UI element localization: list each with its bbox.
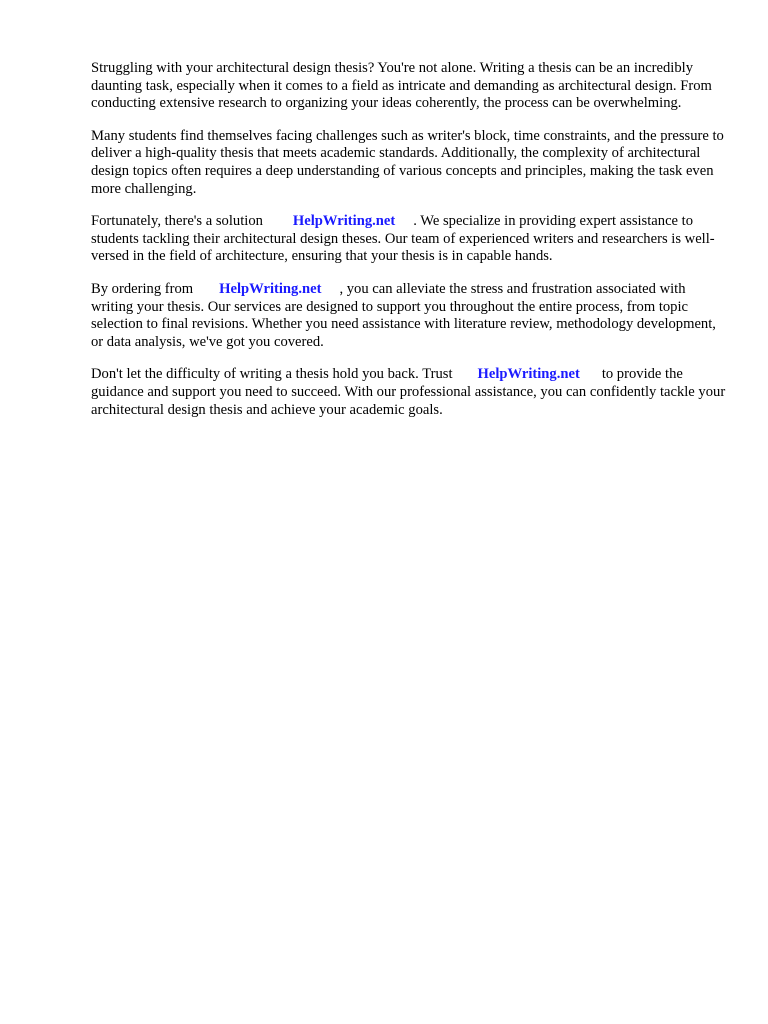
paragraph-closing-text-before: Don't let the difficulty of writing a thesis hold you back. Trust [91,366,453,383]
paragraph-intro-text: Struggling with your architectural design thesis? You're not alone. Writing a thesis can be an incredibly daunting task, especially when it comes to a field as intricate and demanding as architectural design. From conducting extensive research to organizing your ideas coherently, the process can be overwhelming. [91,60,712,112]
helpwriting-link-2[interactable]: HelpWriting.net [219,280,322,297]
paragraph-intro [91,60,727,113]
paragraph-ordering-text-before: By ordering from [91,280,194,297]
helpwriting-link-3[interactable]: HelpWriting.net [477,366,580,383]
paragraph-solution-text-after: . We specialize in providing expert assistance to students tackling their architectural design theses. Our team of experienced writers and researchers is well-versed in the field of architecture, ensuring that your thesis is in capable hands. [91,213,715,265]
helpwriting-link-1[interactable]: HelpWriting.net [292,213,396,230]
document-body [91,60,727,434]
paragraph-solution-text-before: Fortunately, there's a solution [91,213,263,230]
paragraph-solution [91,213,727,266]
paragraph-challenges [91,128,727,198]
paragraph-ordering-text-after: , you can alleviate the stress and frustration associated with writing your thesis. Our services are designed to support you throughout the entire process, from topic selection to final revisions. Whether you need assistance with literature review, methodology development, or data analysis, we've got you covered. [91,280,716,350]
paragraph-ordering [91,281,727,351]
paragraph-challenges-text: Many students find themselves facing challenges such as writer's block, time constraints, and the pressure to deliver a high-quality thesis that meets academic standards. Additionally, the complexity of architectural design topics often requires a deep understanding of various concepts and principles, making the task even more challenging. [91,127,724,197]
paragraph-closing-text-after: to provide the guidance and support you need to succeed. With our professional assistance, you can confidently tackle your architectural design thesis and achieve your academic goals. [91,366,726,418]
paragraph-closing [91,366,727,419]
